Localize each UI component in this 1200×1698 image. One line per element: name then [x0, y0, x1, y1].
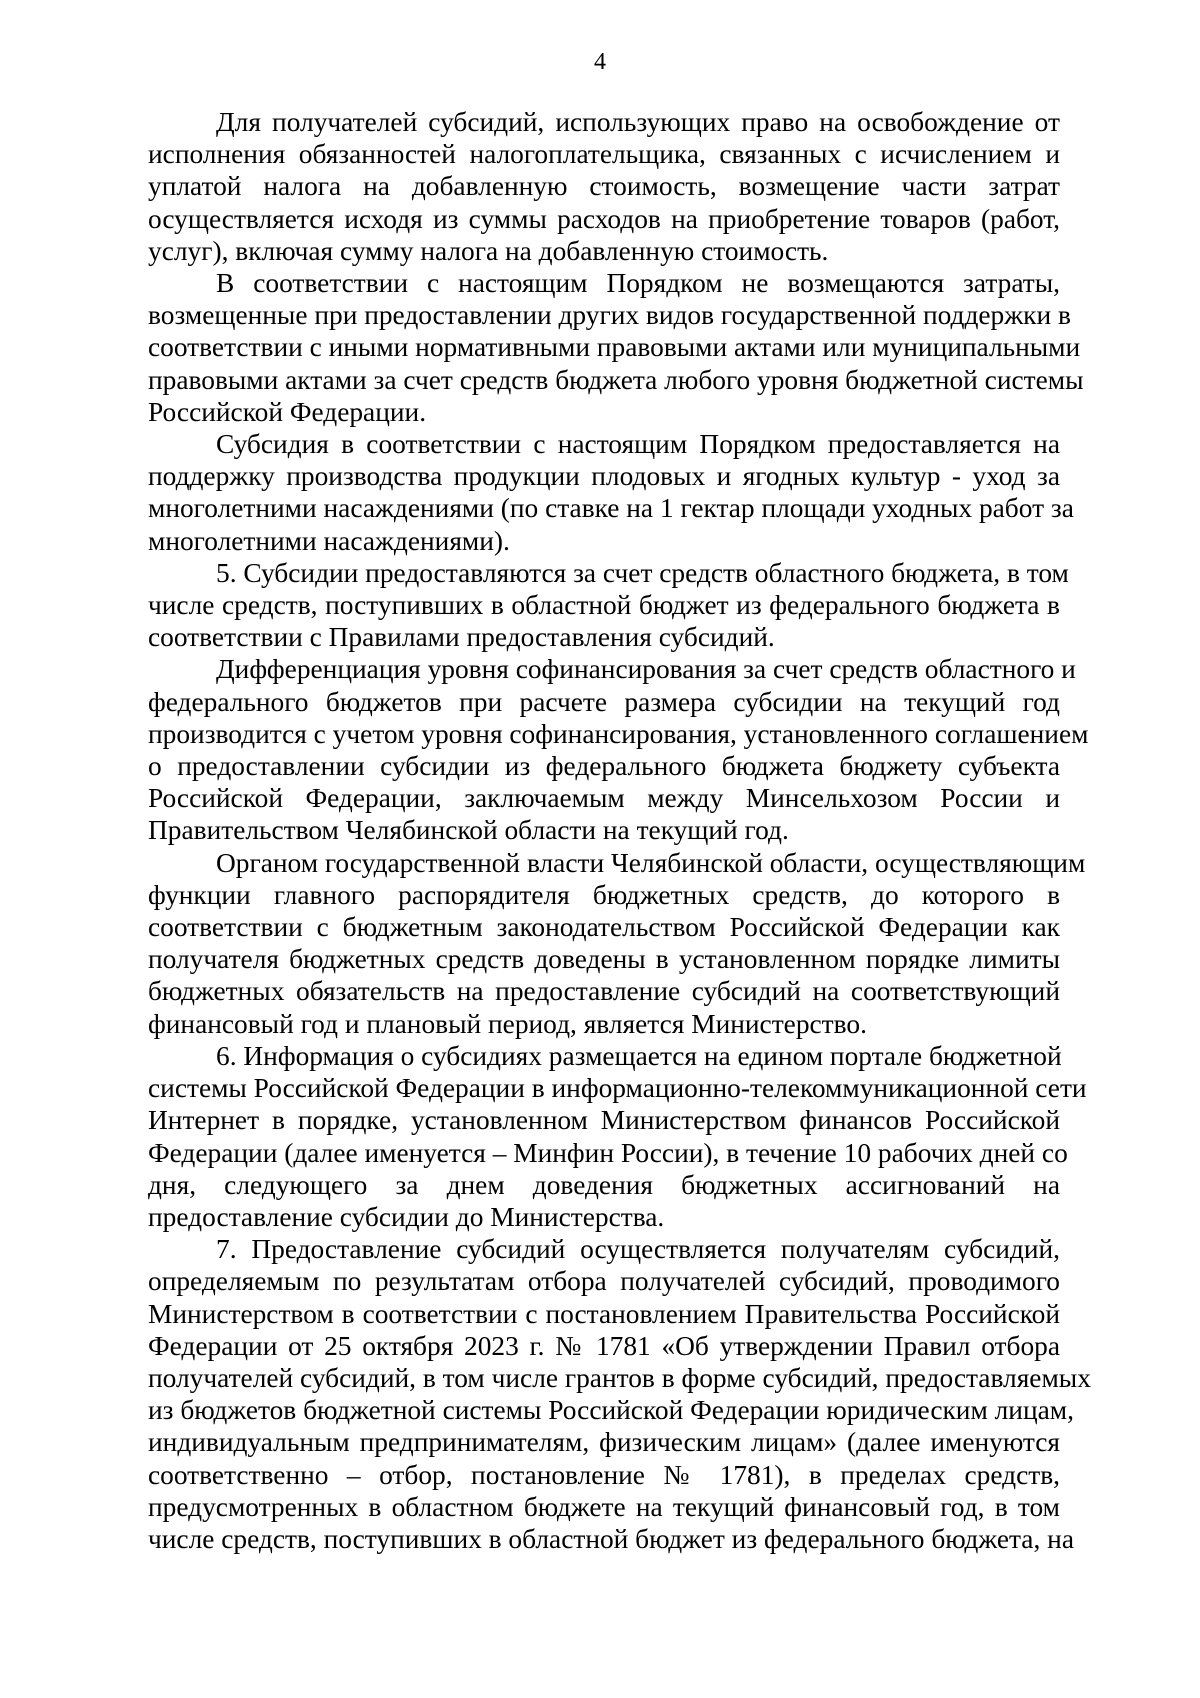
- text-line: соответственно – отбор, постановление № 1781), в пределах средств,: [148, 1459, 1060, 1490]
- paragraph: [148, 1233, 1091, 1555]
- text-line: получателей субсидий, в том числе грантов в форме субсидий, предоставляемых: [148, 1362, 1091, 1393]
- text-line: Интернет в порядке, установленном Министерством финансов Российской: [148, 1105, 1060, 1136]
- text-line: соответствии с бюджетным законодательством Российской Федерации как: [148, 912, 1060, 943]
- text-line: возмещенные при предоставлении других видов государственной поддержки в: [148, 300, 1071, 331]
- text-line: уплатой налога на добавленную стоимость, возмещение части затрат: [148, 171, 1060, 202]
- text-line: В соответствии с настоящим Порядком не возмещаются затраты,: [216, 268, 1060, 299]
- text-line: предусмотренных в областном бюджете на текущий финансовый год, в том: [148, 1491, 1060, 1522]
- text-line: системы Российской Федерации в информационно-телекоммуникационной сети: [148, 1073, 1087, 1104]
- paragraph: [148, 428, 1074, 557]
- text-line: финансовый год и плановый период, является Министерство.: [148, 1008, 867, 1039]
- text-line: Органом государственной власти Челябинской области, осуществляющим: [216, 847, 1086, 878]
- text-line: Российской Федерации.: [148, 396, 427, 427]
- text-line: индивидуальным предпринимателям, физическим лицам» (далее именуются: [148, 1427, 1060, 1458]
- text-line: Министерством в соответствии с постановлением Правительства Российской: [148, 1298, 1060, 1329]
- text-line: поддержку производства продукции плодовых и ягодных культур - уход за: [148, 461, 1060, 492]
- text-line: Дифференциация уровня софинансирования за счет средств областного и: [216, 654, 1076, 685]
- text-line: правовыми актами за счет средств бюджета любого уровня бюджетной системы: [148, 364, 1084, 395]
- text-line: многолетними насаждениями (по ставке на 1 гектар площади уходных работ за: [148, 493, 1074, 524]
- paragraph: [148, 1040, 1087, 1233]
- text-line: Федерации (далее именуется – Минфин России), в течение 10 рабочих дней со: [148, 1137, 1068, 1168]
- document-body: [148, 106, 1091, 1555]
- text-line: определяемым по результатам отбора получателей субсидий, проводимого: [148, 1266, 1060, 1297]
- text-line: соответствии с иными нормативными правовыми актами или муниципальными: [148, 332, 1081, 363]
- page-number: 4: [594, 49, 606, 75]
- paragraph: [148, 267, 1084, 428]
- paragraph: [148, 106, 1060, 267]
- text-line: Правительством Челябинской области на текущий год.: [148, 815, 789, 846]
- text-line: Федерации от 25 октября 2023 г. № 1781 «Об утверждении Правил отбора: [148, 1330, 1060, 1361]
- text-line: исполнения обязанностей налогоплательщика, связанных с исчислением и: [148, 139, 1060, 170]
- text-line: 6. Информация о субсидиях размещается на едином портале бюджетной: [216, 1040, 1062, 1071]
- text-line: числе средств, поступивших в областной бюджет из федерального бюджета в: [148, 590, 1060, 621]
- text-line: осуществляется исходя из суммы расходов на приобретение товаров (работ,: [148, 203, 1060, 234]
- text-line: многолетними насаждениями).: [148, 525, 510, 556]
- text-line: получателя бюджетных средств доведены в установленном порядке лимиты: [148, 944, 1060, 975]
- paragraph: [148, 653, 1089, 846]
- paragraph: [148, 557, 1069, 654]
- text-line: соответствии с Правилами предоставления субсидий.: [148, 622, 775, 653]
- text-line: 5. Субсидии предоставляются за счет средств областного бюджета, в том: [216, 557, 1069, 588]
- text-line: функции главного распорядителя бюджетных средств, до которого в: [148, 879, 1060, 910]
- text-line: Для получателей субсидий, использующих право на освобождение от: [216, 107, 1060, 137]
- text-line: услуг), включая сумму налога на добавленную стоимость.: [148, 235, 829, 266]
- text-line: 7. Предоставление субсидий осуществляется получателям субсидий,: [216, 1234, 1060, 1265]
- text-line: из бюджетов бюджетной системы Российской Федерации юридическим лицам,: [148, 1395, 1074, 1426]
- text-line: числе средств, поступивших в областной бюджет из федерального бюджета, на: [148, 1523, 1074, 1554]
- text-line: дня, следующего за днем доведения бюджетных ассигнований на: [148, 1169, 1060, 1200]
- text-line: производится с учетом уровня софинансирования, установленного соглашением: [148, 718, 1089, 749]
- text-line: предоставление субсидии до Министерства.: [148, 1201, 665, 1232]
- text-line: Российской Федерации, заключаемым между Минсельхозом России и: [148, 783, 1060, 814]
- text-line: Субсидия в соответствии с настоящим Порядком предоставляется на: [216, 429, 1060, 460]
- text-line: бюджетных обязательств на предоставление субсидий на соответствующий: [148, 976, 1060, 1007]
- text-line: о предоставлении субсидии из федерального бюджета бюджету субъекта: [148, 751, 1060, 782]
- paragraph: [148, 847, 1086, 1040]
- text-line: федерального бюджетов при расчете размера субсидии на текущий год: [148, 686, 1060, 717]
